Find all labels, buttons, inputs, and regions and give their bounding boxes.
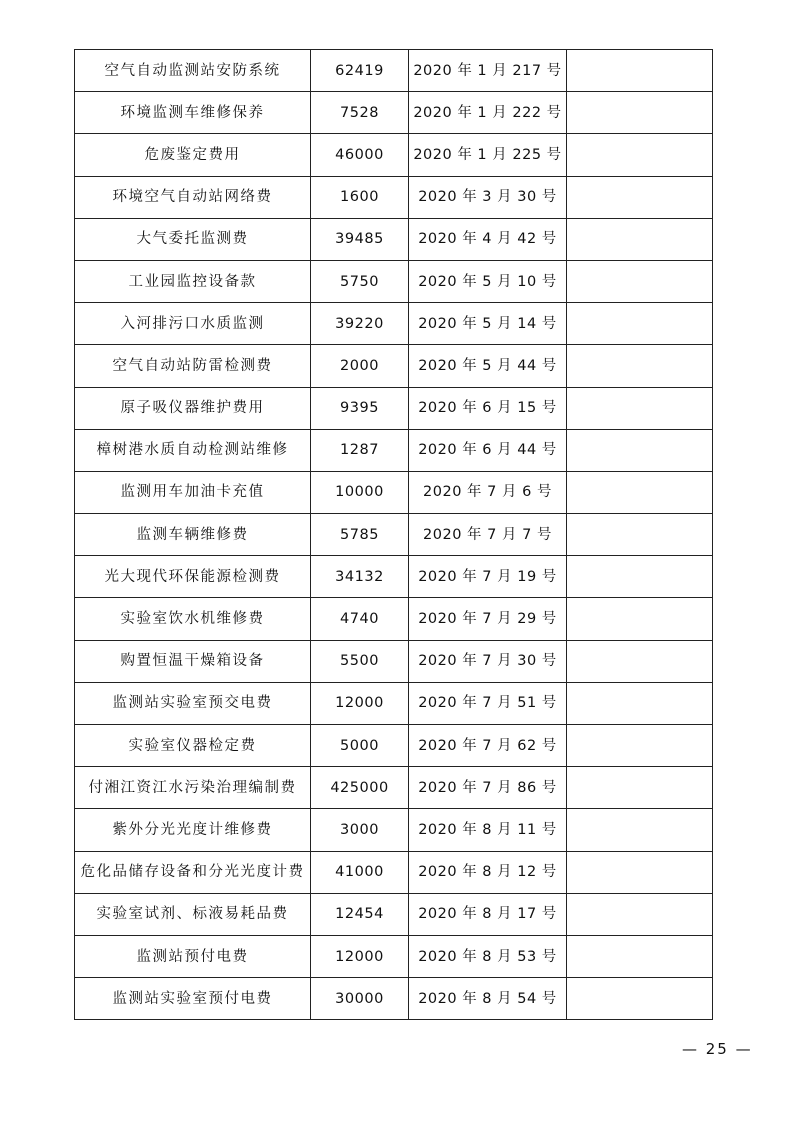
note-cell <box>567 640 713 682</box>
voucher-ref-cell: 2020 年 7 月 30 号 <box>409 640 567 682</box>
item-name-cell: 实验室仪器检定费 <box>75 725 311 767</box>
table-row <box>75 471 713 513</box>
voucher-ref-cell: 2020 年 1 月 225 号 <box>409 134 567 176</box>
table-row <box>75 176 713 218</box>
table-row <box>75 893 713 935</box>
item-name-cell: 樟树港水质自动检测站维修 <box>75 429 311 471</box>
amount-cell: 2000 <box>311 345 409 387</box>
item-name-cell: 实验室饮水机维修费 <box>75 598 311 640</box>
note-cell <box>567 260 713 302</box>
note-cell <box>567 556 713 598</box>
amount-cell: 425000 <box>311 767 409 809</box>
note-cell <box>567 134 713 176</box>
voucher-ref-cell: 2020 年 6 月 15 号 <box>409 387 567 429</box>
item-name-cell: 空气自动监测站安防系统 <box>75 50 311 92</box>
amount-cell: 5750 <box>311 260 409 302</box>
page-number: — 25 — <box>682 1040 753 1058</box>
voucher-ref-cell: 2020 年 1 月 217 号 <box>409 50 567 92</box>
voucher-ref-cell: 2020 年 8 月 12 号 <box>409 851 567 893</box>
item-name-cell: 环境空气自动站网络费 <box>75 176 311 218</box>
note-cell <box>567 514 713 556</box>
amount-cell: 12454 <box>311 893 409 935</box>
amount-cell: 9395 <box>311 387 409 429</box>
table-row <box>75 429 713 471</box>
voucher-ref-cell: 2020 年 7 月 19 号 <box>409 556 567 598</box>
note-cell <box>567 725 713 767</box>
voucher-ref-cell: 2020 年 7 月 7 号 <box>409 514 567 556</box>
voucher-ref-cell: 2020 年 5 月 44 号 <box>409 345 567 387</box>
table-row <box>75 134 713 176</box>
note-cell <box>567 387 713 429</box>
note-cell <box>567 598 713 640</box>
amount-cell: 62419 <box>311 50 409 92</box>
item-name-cell: 入河排污口水质监测 <box>75 303 311 345</box>
amount-cell: 34132 <box>311 556 409 598</box>
amount-cell: 4740 <box>311 598 409 640</box>
item-name-cell: 原子吸仪器维护费用 <box>75 387 311 429</box>
amount-cell: 12000 <box>311 682 409 724</box>
note-cell <box>567 767 713 809</box>
item-name-cell: 大气委托监测费 <box>75 218 311 260</box>
item-name-cell: 监测车辆维修费 <box>75 514 311 556</box>
item-name-cell: 紫外分光光度计维修费 <box>75 809 311 851</box>
amount-cell: 12000 <box>311 935 409 977</box>
table-row <box>75 978 713 1020</box>
amount-cell: 1287 <box>311 429 409 471</box>
voucher-ref-cell: 2020 年 7 月 29 号 <box>409 598 567 640</box>
note-cell <box>567 682 713 724</box>
voucher-ref-cell: 2020 年 5 月 14 号 <box>409 303 567 345</box>
amount-cell: 5500 <box>311 640 409 682</box>
table-row <box>75 514 713 556</box>
amount-cell: 39220 <box>311 303 409 345</box>
voucher-ref-cell: 2020 年 1 月 222 号 <box>409 92 567 134</box>
voucher-ref-cell: 2020 年 3 月 30 号 <box>409 176 567 218</box>
item-name-cell: 监测站实验室预交电费 <box>75 682 311 724</box>
voucher-ref-cell: 2020 年 8 月 53 号 <box>409 935 567 977</box>
item-name-cell: 环境监测车维修保养 <box>75 92 311 134</box>
item-name-cell: 监测站实验室预付电费 <box>75 978 311 1020</box>
voucher-ref-cell: 2020 年 4 月 42 号 <box>409 218 567 260</box>
note-cell <box>567 92 713 134</box>
amount-cell: 46000 <box>311 134 409 176</box>
amount-cell: 5785 <box>311 514 409 556</box>
table-row <box>75 556 713 598</box>
table-row <box>75 92 713 134</box>
table-row <box>75 767 713 809</box>
table-row <box>75 345 713 387</box>
voucher-ref-cell: 2020 年 8 月 17 号 <box>409 893 567 935</box>
note-cell <box>567 935 713 977</box>
note-cell <box>567 345 713 387</box>
note-cell <box>567 303 713 345</box>
voucher-ref-cell: 2020 年 8 月 11 号 <box>409 809 567 851</box>
note-cell <box>567 176 713 218</box>
note-cell <box>567 978 713 1020</box>
item-name-cell: 实验室试剂、标液易耗品费 <box>75 893 311 935</box>
expense-table-body <box>75 50 713 1020</box>
item-name-cell: 危废鉴定费用 <box>75 134 311 176</box>
note-cell <box>567 851 713 893</box>
table-row <box>75 809 713 851</box>
amount-cell: 7528 <box>311 92 409 134</box>
item-name-cell: 工业园监控设备款 <box>75 260 311 302</box>
table-row <box>75 260 713 302</box>
item-name-cell: 光大现代环保能源检测费 <box>75 556 311 598</box>
table-row <box>75 387 713 429</box>
table-row <box>75 682 713 724</box>
amount-cell: 41000 <box>311 851 409 893</box>
amount-cell: 30000 <box>311 978 409 1020</box>
table-row <box>75 303 713 345</box>
note-cell <box>567 471 713 513</box>
expense-table <box>74 49 713 1020</box>
note-cell <box>567 50 713 92</box>
note-cell <box>567 429 713 471</box>
item-name-cell: 监测用车加油卡充值 <box>75 471 311 513</box>
voucher-ref-cell: 2020 年 7 月 86 号 <box>409 767 567 809</box>
note-cell <box>567 893 713 935</box>
amount-cell: 5000 <box>311 725 409 767</box>
table-row <box>75 935 713 977</box>
table-row <box>75 725 713 767</box>
voucher-ref-cell: 2020 年 7 月 62 号 <box>409 725 567 767</box>
table-row <box>75 851 713 893</box>
note-cell <box>567 218 713 260</box>
item-name-cell: 危化品储存设备和分光光度计费 <box>75 851 311 893</box>
voucher-ref-cell: 2020 年 8 月 54 号 <box>409 978 567 1020</box>
amount-cell: 10000 <box>311 471 409 513</box>
voucher-ref-cell: 2020 年 5 月 10 号 <box>409 260 567 302</box>
item-name-cell: 购置恒温干燥箱设备 <box>75 640 311 682</box>
table-row <box>75 640 713 682</box>
voucher-ref-cell: 2020 年 7 月 6 号 <box>409 471 567 513</box>
amount-cell: 3000 <box>311 809 409 851</box>
amount-cell: 1600 <box>311 176 409 218</box>
note-cell <box>567 809 713 851</box>
item-name-cell: 监测站预付电费 <box>75 935 311 977</box>
amount-cell: 39485 <box>311 218 409 260</box>
table-row <box>75 218 713 260</box>
table-row <box>75 598 713 640</box>
table-row <box>75 50 713 92</box>
voucher-ref-cell: 2020 年 7 月 51 号 <box>409 682 567 724</box>
item-name-cell: 空气自动站防雷检测费 <box>75 345 311 387</box>
item-name-cell: 付湘江资江水污染治理编制费 <box>75 767 311 809</box>
voucher-ref-cell: 2020 年 6 月 44 号 <box>409 429 567 471</box>
